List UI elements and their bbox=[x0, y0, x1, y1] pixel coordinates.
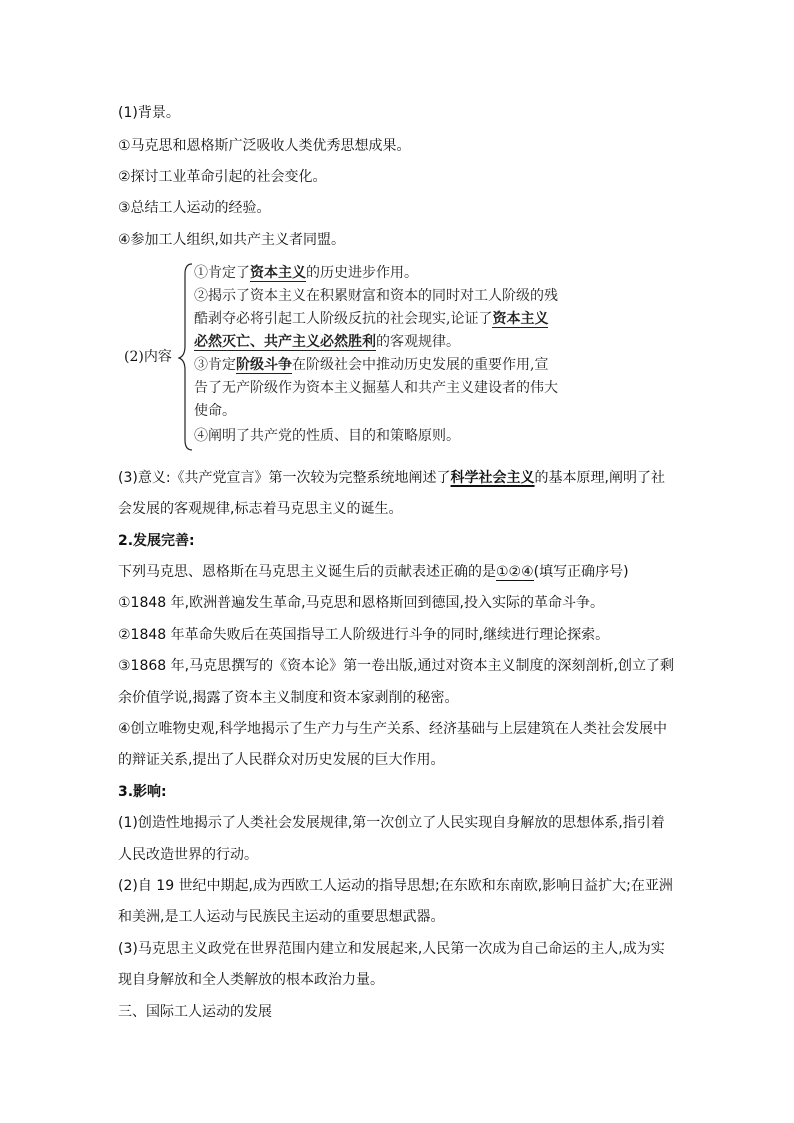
content-line-2: ②揭示了资本主义在积累财富和资本的同时对工人阶级的残 bbox=[194, 288, 558, 304]
content-line-1: ①肯定了资本主义的历史进步作用。 bbox=[194, 265, 418, 281]
development-item-4: ④创立唯物史观,科学地揭示了生产力与生产关系、经济基础与上层建筑在人类社会发展中 bbox=[118, 721, 667, 737]
content-label: (2)内容 bbox=[124, 349, 172, 365]
background-title: (1)背景。 bbox=[118, 105, 180, 121]
influence-item-2-cont: 和美洲,是工人运动与民族民主运动的重要思想武器。 bbox=[118, 909, 445, 925]
content-line-7: 使命。 bbox=[194, 403, 236, 419]
development-item-4-cont: 的辩证关系,提出了人民群众对历史发展的巨大作用。 bbox=[118, 752, 445, 768]
significance-line-2: 会发展的客观规律,标志着马克思主义的诞生。 bbox=[118, 501, 403, 517]
development-item-2: ②1848 年革命失败后在英国指导工人阶级进行斗争的同时,继续进行理论探索。 bbox=[118, 627, 610, 643]
influence-item-1: (1)创造性地揭示了人类社会发展规律,第一次创立了人民实现自身解放的思想体系,指引着 bbox=[118, 815, 665, 831]
development-item-3: ③1868 年,马克思撰写的《资本论》第一卷出版,通过对资本主义制度的深刻剖析,创立了剩 bbox=[118, 658, 674, 674]
background-item-1: ①马克思和恩格斯广泛吸收人类优秀思想成果。 bbox=[118, 138, 411, 154]
content-line-8: ④阐明了共产党的性质、目的和策略原则。 bbox=[194, 428, 460, 444]
background-item-3: ③总结工人运动的经验。 bbox=[118, 200, 271, 216]
content-line-3: 酷剥夺必将引起工人阶级反抗的社会现实,论证了资本主义 bbox=[194, 311, 549, 327]
development-item-1: ①1848 年,欧洲普遍发生革命,马克思和恩格斯回到德国,投入实际的革命斗争。 bbox=[118, 595, 604, 611]
development-question: 下列马克思、恩格斯在马克思主义诞生后的贡献表述正确的是①②④(填写正确序号) bbox=[118, 564, 629, 580]
content-line-5: ③肯定阶级斗争在阶级社会中推动历史发展的重要作用,宣 bbox=[194, 357, 549, 373]
content-line-4: 必然灭亡、共产主义必然胜利的客观规律。 bbox=[194, 334, 460, 350]
influence-item-2: (2)自 19 世纪中期起,成为西欧工人运动的指导思想;在东欧和东南欧,影响日益扩大;在亚洲 bbox=[118, 878, 673, 894]
significance-line-1: (3)意义:《共产党宣言》第一次较为完整系统地阐述了科学社会主义的基本原理,阐明了社 bbox=[118, 470, 665, 486]
influence-heading: 3.影响: bbox=[118, 784, 167, 800]
influence-item-3: (3)马克思主义政党在世界范围内建立和发展起来,人民第一次成为自己命运的主人,成为实 bbox=[118, 941, 665, 957]
left-brace-icon bbox=[178, 262, 194, 452]
development-answer: ①②④ bbox=[496, 564, 534, 580]
background-item-2: ②探讨工业革命引起的社会变化。 bbox=[118, 169, 327, 185]
influence-item-3-cont: 现自身解放和全人类解放的根本政治力量。 bbox=[118, 972, 384, 988]
content-block bbox=[118, 262, 638, 452]
development-heading: 2.发展完善: bbox=[118, 533, 195, 549]
development-item-3-cont: 余价值学说,揭露了资本主义制度和资本家剥削的秘密。 bbox=[118, 690, 459, 706]
background-item-4: ④参加工人组织,如共产主义者同盟。 bbox=[118, 232, 346, 248]
influence-item-1-cont: 人民改造世界的行动。 bbox=[118, 847, 258, 863]
content-line-6: 告了无产阶级作为资本主义掘墓人和共产主义建设者的伟大 bbox=[194, 380, 558, 396]
section-3-title: 三、国际工人运动的发展 bbox=[118, 1004, 272, 1020]
